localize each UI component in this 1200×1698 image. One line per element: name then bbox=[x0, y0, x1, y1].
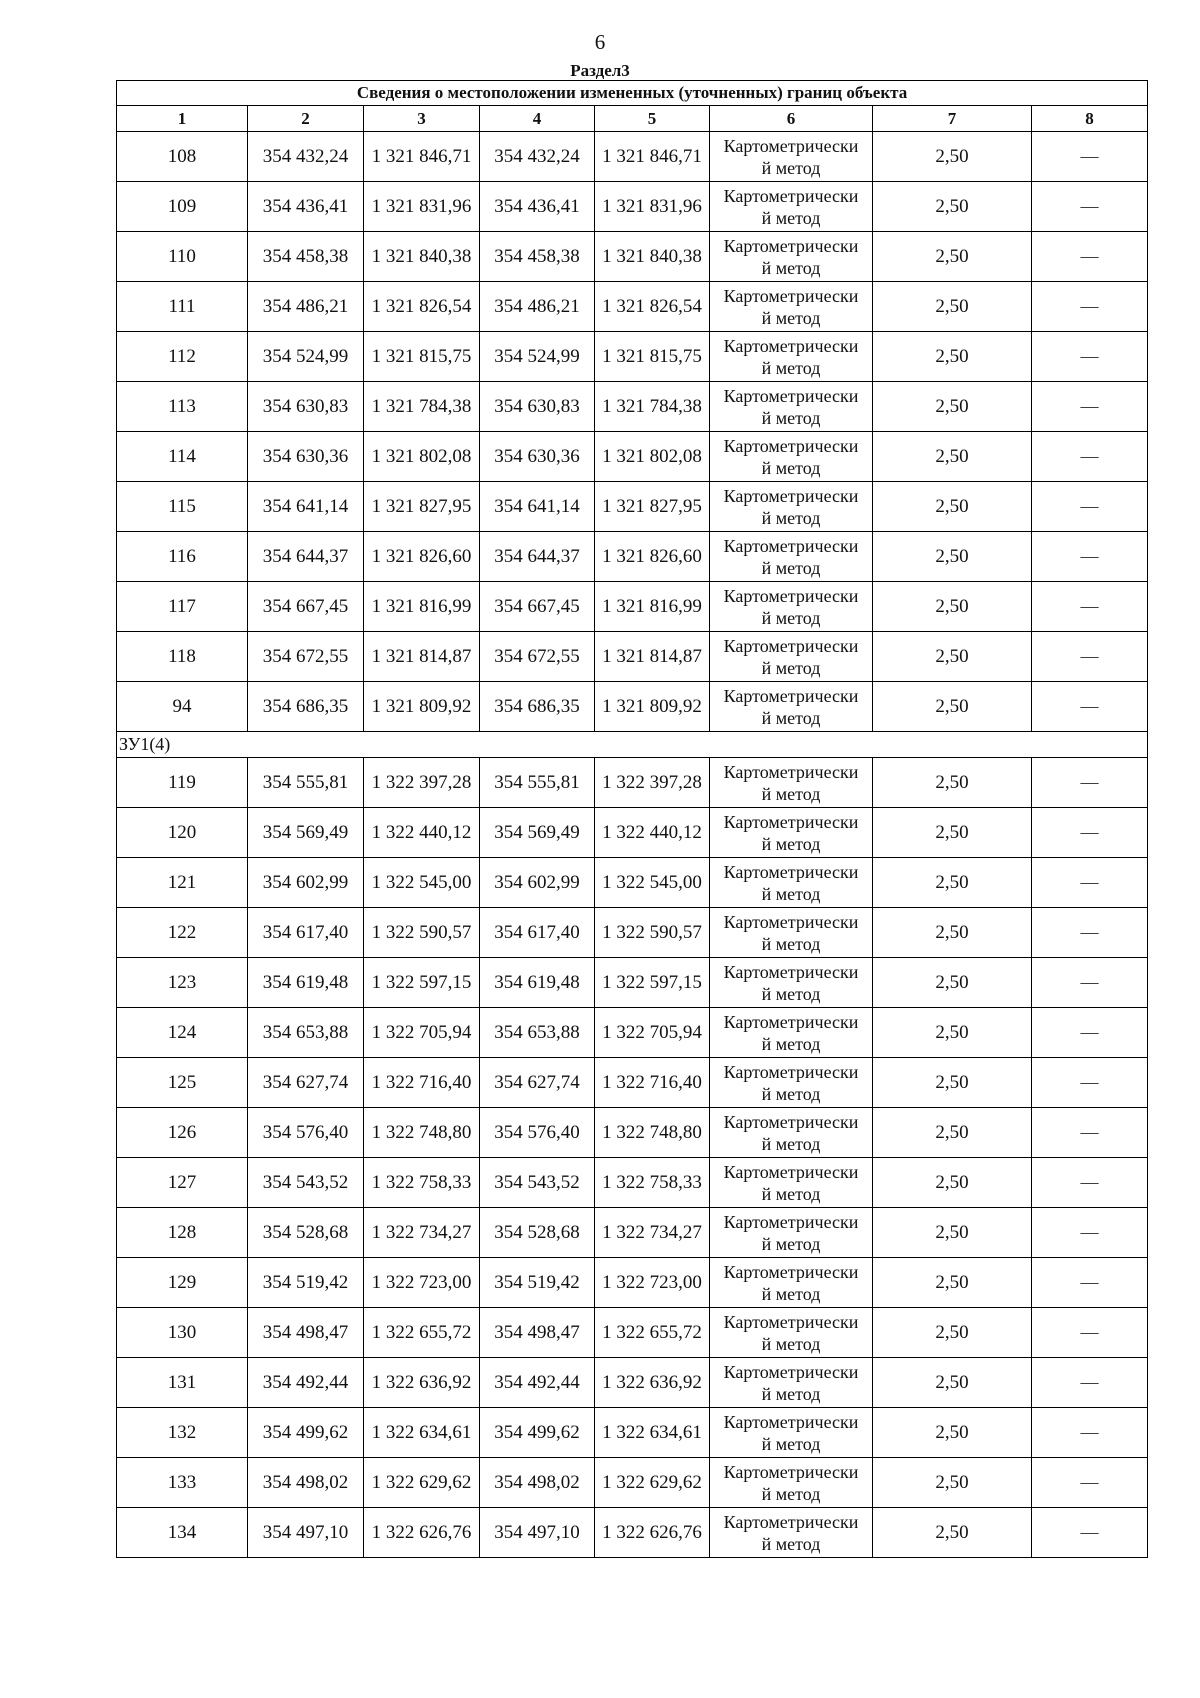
precision-cell: 2,50 bbox=[873, 1258, 1032, 1308]
existing-x-cell: 354 432,24 bbox=[248, 132, 364, 182]
precision-cell: 2,50 bbox=[873, 282, 1032, 332]
point-number-cell: 132 bbox=[117, 1408, 248, 1458]
precision-cell: 2,50 bbox=[873, 1208, 1032, 1258]
existing-y-cell: 1 321 826,54 bbox=[364, 282, 480, 332]
description-cell: — bbox=[1032, 958, 1148, 1008]
description-cell: — bbox=[1032, 332, 1148, 382]
existing-y-cell: 1 322 748,80 bbox=[364, 1108, 480, 1158]
point-number-cell: 110 bbox=[117, 232, 248, 282]
refined-y-cell: 1 322 634,61 bbox=[595, 1408, 710, 1458]
precision-cell: 2,50 bbox=[873, 858, 1032, 908]
description-cell: — bbox=[1032, 1258, 1148, 1308]
table-row bbox=[117, 632, 1148, 682]
existing-x-cell: 354 524,99 bbox=[248, 332, 364, 382]
description-cell: — bbox=[1032, 1208, 1148, 1258]
refined-y-cell: 1 322 705,94 bbox=[595, 1008, 710, 1058]
existing-y-cell: 1 321 784,38 bbox=[364, 382, 480, 432]
precision-cell: 2,50 bbox=[873, 908, 1032, 958]
refined-x-cell: 354 499,62 bbox=[480, 1408, 595, 1458]
precision-cell: 2,50 bbox=[873, 532, 1032, 582]
precision-cell: 2,50 bbox=[873, 1058, 1032, 1108]
refined-y-cell: 1 322 629,62 bbox=[595, 1458, 710, 1508]
table-row bbox=[117, 582, 1148, 632]
column-number: 1 bbox=[117, 106, 248, 132]
section-title: Раздел3 bbox=[570, 61, 630, 80]
refined-x-cell: 354 672,55 bbox=[480, 632, 595, 682]
table-row bbox=[117, 908, 1148, 958]
existing-x-cell: 354 653,88 bbox=[248, 1008, 364, 1058]
refined-x-cell: 354 641,14 bbox=[480, 482, 595, 532]
refined-x-cell: 354 619,48 bbox=[480, 958, 595, 1008]
method-cell: Картометрически й метод bbox=[710, 282, 873, 332]
existing-y-cell: 1 322 397,28 bbox=[364, 758, 480, 808]
existing-x-cell: 354 602,99 bbox=[248, 858, 364, 908]
point-number-cell: 131 bbox=[117, 1358, 248, 1408]
precision-cell: 2,50 bbox=[873, 1358, 1032, 1408]
precision-cell: 2,50 bbox=[873, 332, 1032, 382]
point-number-cell: 112 bbox=[117, 332, 248, 382]
existing-y-cell: 1 322 655,72 bbox=[364, 1308, 480, 1358]
existing-y-cell: 1 321 815,75 bbox=[364, 332, 480, 382]
existing-x-cell: 354 569,49 bbox=[248, 808, 364, 858]
existing-x-cell: 354 641,14 bbox=[248, 482, 364, 532]
description-cell: — bbox=[1032, 1408, 1148, 1458]
description-cell: — bbox=[1032, 132, 1148, 182]
description-cell: — bbox=[1032, 1008, 1148, 1058]
table-row bbox=[117, 182, 1148, 232]
method-cell: Картометрически й метод bbox=[710, 1408, 873, 1458]
refined-y-cell: 1 322 440,12 bbox=[595, 808, 710, 858]
precision-cell: 2,50 bbox=[873, 482, 1032, 532]
refined-y-cell: 1 321 816,99 bbox=[595, 582, 710, 632]
method-cell: Картометрически й метод bbox=[710, 1508, 873, 1558]
precision-cell: 2,50 bbox=[873, 1158, 1032, 1208]
method-cell: Картометрически й метод bbox=[710, 1108, 873, 1158]
table-row bbox=[117, 1158, 1148, 1208]
existing-x-cell: 354 498,47 bbox=[248, 1308, 364, 1358]
coordinates-table-wrapper bbox=[116, 80, 1147, 1558]
existing-x-cell: 354 630,36 bbox=[248, 432, 364, 482]
table-title: Сведения о местоположении измененных (уточненных) границ объекта bbox=[117, 81, 1148, 106]
refined-y-cell: 1 321 846,71 bbox=[595, 132, 710, 182]
existing-y-cell: 1 322 723,00 bbox=[364, 1258, 480, 1308]
method-cell: Картометрически й метод bbox=[710, 1358, 873, 1408]
column-number: 4 bbox=[480, 106, 595, 132]
table-row bbox=[117, 1208, 1148, 1258]
page-number: 6 bbox=[594, 30, 606, 54]
table-row bbox=[117, 1108, 1148, 1158]
table-row bbox=[117, 858, 1148, 908]
existing-x-cell: 354 672,55 bbox=[248, 632, 364, 682]
point-number-cell: 118 bbox=[117, 632, 248, 682]
refined-y-cell: 1 321 826,54 bbox=[595, 282, 710, 332]
existing-x-cell: 354 497,10 bbox=[248, 1508, 364, 1558]
method-cell: Картометрически й метод bbox=[710, 432, 873, 482]
point-number-cell: 122 bbox=[117, 908, 248, 958]
refined-x-cell: 354 630,83 bbox=[480, 382, 595, 432]
point-number-cell: 134 bbox=[117, 1508, 248, 1558]
refined-x-cell: 354 458,38 bbox=[480, 232, 595, 282]
existing-x-cell: 354 667,45 bbox=[248, 582, 364, 632]
column-number: 8 bbox=[1032, 106, 1148, 132]
existing-y-cell: 1 322 758,33 bbox=[364, 1158, 480, 1208]
existing-x-cell: 354 619,48 bbox=[248, 958, 364, 1008]
existing-y-cell: 1 321 846,71 bbox=[364, 132, 480, 182]
point-number-cell: 109 bbox=[117, 182, 248, 232]
description-cell: — bbox=[1032, 482, 1148, 532]
method-cell: Картометрически й метод bbox=[710, 532, 873, 582]
existing-x-cell: 354 458,38 bbox=[248, 232, 364, 282]
refined-x-cell: 354 432,24 bbox=[480, 132, 595, 182]
existing-y-cell: 1 322 629,62 bbox=[364, 1458, 480, 1508]
description-cell: — bbox=[1032, 1458, 1148, 1508]
precision-cell: 2,50 bbox=[873, 1458, 1032, 1508]
point-number-cell: 123 bbox=[117, 958, 248, 1008]
point-number-cell: 108 bbox=[117, 132, 248, 182]
point-number-cell: 125 bbox=[117, 1058, 248, 1108]
refined-y-cell: 1 321 831,96 bbox=[595, 182, 710, 232]
method-cell: Картометрически й метод bbox=[710, 858, 873, 908]
existing-y-cell: 1 321 831,96 bbox=[364, 182, 480, 232]
description-cell: — bbox=[1032, 232, 1148, 282]
existing-y-cell: 1 322 716,40 bbox=[364, 1058, 480, 1108]
table-row bbox=[117, 682, 1148, 732]
existing-y-cell: 1 322 597,15 bbox=[364, 958, 480, 1008]
description-cell: — bbox=[1032, 682, 1148, 732]
point-number-cell: 129 bbox=[117, 1258, 248, 1308]
method-cell: Картометрически й метод bbox=[710, 808, 873, 858]
point-number-cell: 94 bbox=[117, 682, 248, 732]
refined-y-cell: 1 322 655,72 bbox=[595, 1308, 710, 1358]
method-cell: Картометрически й метод bbox=[710, 682, 873, 732]
precision-cell: 2,50 bbox=[873, 232, 1032, 282]
point-number-cell: 127 bbox=[117, 1158, 248, 1208]
existing-y-cell: 1 321 827,95 bbox=[364, 482, 480, 532]
description-cell: — bbox=[1032, 382, 1148, 432]
refined-y-cell: 1 322 723,00 bbox=[595, 1258, 710, 1308]
precision-cell: 2,50 bbox=[873, 432, 1032, 482]
table-row bbox=[117, 758, 1148, 808]
refined-x-cell: 354 486,21 bbox=[480, 282, 595, 332]
existing-y-cell: 1 322 545,00 bbox=[364, 858, 480, 908]
point-number-cell: 111 bbox=[117, 282, 248, 332]
point-number-cell: 115 bbox=[117, 482, 248, 532]
point-number-cell: 120 bbox=[117, 808, 248, 858]
existing-x-cell: 354 630,83 bbox=[248, 382, 364, 432]
point-number-cell: 128 bbox=[117, 1208, 248, 1258]
refined-x-cell: 354 497,10 bbox=[480, 1508, 595, 1558]
description-cell: — bbox=[1032, 1308, 1148, 1358]
table-row bbox=[117, 432, 1148, 482]
precision-cell: 2,50 bbox=[873, 958, 1032, 1008]
refined-x-cell: 354 686,35 bbox=[480, 682, 595, 732]
precision-cell: 2,50 bbox=[873, 808, 1032, 858]
refined-x-cell: 354 498,02 bbox=[480, 1458, 595, 1508]
precision-cell: 2,50 bbox=[873, 1508, 1032, 1558]
table-row bbox=[117, 1408, 1148, 1458]
refined-y-cell: 1 322 626,76 bbox=[595, 1508, 710, 1558]
refined-y-cell: 1 322 758,33 bbox=[595, 1158, 710, 1208]
existing-x-cell: 354 519,42 bbox=[248, 1258, 364, 1308]
method-cell: Картометрически й метод bbox=[710, 908, 873, 958]
refined-x-cell: 354 528,68 bbox=[480, 1208, 595, 1258]
table-row bbox=[117, 1458, 1148, 1508]
method-cell: Картометрически й метод bbox=[710, 1458, 873, 1508]
table-row bbox=[117, 1058, 1148, 1108]
refined-y-cell: 1 322 734,27 bbox=[595, 1208, 710, 1258]
precision-cell: 2,50 bbox=[873, 382, 1032, 432]
method-cell: Картометрически й метод bbox=[710, 758, 873, 808]
method-cell: Картометрически й метод bbox=[710, 1208, 873, 1258]
description-cell: — bbox=[1032, 1058, 1148, 1108]
precision-cell: 2,50 bbox=[873, 182, 1032, 232]
refined-y-cell: 1 322 397,28 bbox=[595, 758, 710, 808]
refined-y-cell: 1 321 814,87 bbox=[595, 632, 710, 682]
table-title-row bbox=[117, 81, 1148, 106]
column-number: 5 bbox=[595, 106, 710, 132]
existing-x-cell: 354 486,21 bbox=[248, 282, 364, 332]
column-number: 7 bbox=[873, 106, 1032, 132]
table-row bbox=[117, 532, 1148, 582]
description-cell: — bbox=[1032, 432, 1148, 482]
description-cell: — bbox=[1032, 1158, 1148, 1208]
existing-x-cell: 354 528,68 bbox=[248, 1208, 364, 1258]
column-number: 3 bbox=[364, 106, 480, 132]
existing-y-cell: 1 322 590,57 bbox=[364, 908, 480, 958]
table-row bbox=[117, 332, 1148, 382]
refined-x-cell: 354 602,99 bbox=[480, 858, 595, 908]
point-number-cell: 124 bbox=[117, 1008, 248, 1058]
description-cell: — bbox=[1032, 808, 1148, 858]
refined-x-cell: 354 543,52 bbox=[480, 1158, 595, 1208]
method-cell: Картометрически й метод bbox=[710, 182, 873, 232]
table-row bbox=[117, 132, 1148, 182]
existing-x-cell: 354 436,41 bbox=[248, 182, 364, 232]
precision-cell: 2,50 bbox=[873, 132, 1032, 182]
refined-x-cell: 354 644,37 bbox=[480, 532, 595, 582]
table-row bbox=[117, 1358, 1148, 1408]
existing-x-cell: 354 499,62 bbox=[248, 1408, 364, 1458]
precision-cell: 2,50 bbox=[873, 682, 1032, 732]
refined-x-cell: 354 519,42 bbox=[480, 1258, 595, 1308]
point-number-cell: 117 bbox=[117, 582, 248, 632]
refined-x-cell: 354 492,44 bbox=[480, 1358, 595, 1408]
existing-y-cell: 1 321 826,60 bbox=[364, 532, 480, 582]
existing-y-cell: 1 322 636,92 bbox=[364, 1358, 480, 1408]
method-cell: Картометрически й метод bbox=[710, 232, 873, 282]
method-cell: Картометрически й метод bbox=[710, 1008, 873, 1058]
method-cell: Картометрически й метод bbox=[710, 1158, 873, 1208]
existing-y-cell: 1 322 734,27 bbox=[364, 1208, 480, 1258]
description-cell: — bbox=[1032, 908, 1148, 958]
table-row bbox=[117, 1008, 1148, 1058]
refined-y-cell: 1 321 827,95 bbox=[595, 482, 710, 532]
refined-y-cell: 1 321 802,08 bbox=[595, 432, 710, 482]
description-cell: — bbox=[1032, 758, 1148, 808]
table-row bbox=[117, 482, 1148, 532]
method-cell: Картометрически й метод bbox=[710, 1258, 873, 1308]
group-label: ЗУ1(4) bbox=[117, 732, 1148, 758]
existing-x-cell: 354 644,37 bbox=[248, 532, 364, 582]
column-number: 2 bbox=[248, 106, 364, 132]
precision-cell: 2,50 bbox=[873, 1308, 1032, 1358]
refined-y-cell: 1 321 826,60 bbox=[595, 532, 710, 582]
point-number-cell: 113 bbox=[117, 382, 248, 432]
coordinates-table bbox=[116, 80, 1148, 1558]
point-number-cell: 133 bbox=[117, 1458, 248, 1508]
group-header-row bbox=[117, 732, 1148, 758]
column-number: 6 bbox=[710, 106, 873, 132]
existing-x-cell: 354 576,40 bbox=[248, 1108, 364, 1158]
refined-x-cell: 354 524,99 bbox=[480, 332, 595, 382]
precision-cell: 2,50 bbox=[873, 758, 1032, 808]
existing-y-cell: 1 321 840,38 bbox=[364, 232, 480, 282]
point-number-cell: 119 bbox=[117, 758, 248, 808]
precision-cell: 2,50 bbox=[873, 1108, 1032, 1158]
description-cell: — bbox=[1032, 632, 1148, 682]
refined-x-cell: 354 569,49 bbox=[480, 808, 595, 858]
method-cell: Картометрически й метод bbox=[710, 632, 873, 682]
existing-x-cell: 354 543,52 bbox=[248, 1158, 364, 1208]
method-cell: Картометрически й метод bbox=[710, 958, 873, 1008]
point-number-cell: 126 bbox=[117, 1108, 248, 1158]
existing-y-cell: 1 322 705,94 bbox=[364, 1008, 480, 1058]
refined-x-cell: 354 555,81 bbox=[480, 758, 595, 808]
refined-x-cell: 354 436,41 bbox=[480, 182, 595, 232]
table-row bbox=[117, 958, 1148, 1008]
refined-y-cell: 1 321 815,75 bbox=[595, 332, 710, 382]
method-cell: Картометрически й метод bbox=[710, 1308, 873, 1358]
precision-cell: 2,50 bbox=[873, 1008, 1032, 1058]
refined-x-cell: 354 630,36 bbox=[480, 432, 595, 482]
refined-x-cell: 354 498,47 bbox=[480, 1308, 595, 1358]
table-row bbox=[117, 1308, 1148, 1358]
method-cell: Картометрически й метод bbox=[710, 132, 873, 182]
refined-y-cell: 1 322 545,00 bbox=[595, 858, 710, 908]
table-row bbox=[117, 808, 1148, 858]
refined-y-cell: 1 322 636,92 bbox=[595, 1358, 710, 1408]
existing-y-cell: 1 321 816,99 bbox=[364, 582, 480, 632]
method-cell: Картометрически й метод bbox=[710, 582, 873, 632]
description-cell: — bbox=[1032, 182, 1148, 232]
refined-y-cell: 1 322 597,15 bbox=[595, 958, 710, 1008]
description-cell: — bbox=[1032, 1108, 1148, 1158]
description-cell: — bbox=[1032, 1508, 1148, 1558]
existing-x-cell: 354 627,74 bbox=[248, 1058, 364, 1108]
existing-x-cell: 354 686,35 bbox=[248, 682, 364, 732]
method-cell: Картометрически й метод bbox=[710, 1058, 873, 1108]
refined-x-cell: 354 667,45 bbox=[480, 582, 595, 632]
column-number-row bbox=[117, 106, 1148, 132]
point-number-cell: 116 bbox=[117, 532, 248, 582]
refined-y-cell: 1 322 716,40 bbox=[595, 1058, 710, 1108]
existing-y-cell: 1 322 634,61 bbox=[364, 1408, 480, 1458]
method-cell: Картометрически й метод bbox=[710, 482, 873, 532]
table-row bbox=[117, 1508, 1148, 1558]
table-row bbox=[117, 282, 1148, 332]
precision-cell: 2,50 bbox=[873, 1408, 1032, 1458]
existing-x-cell: 354 492,44 bbox=[248, 1358, 364, 1408]
refined-x-cell: 354 617,40 bbox=[480, 908, 595, 958]
refined-y-cell: 1 321 784,38 bbox=[595, 382, 710, 432]
table-row bbox=[117, 232, 1148, 282]
table-row bbox=[117, 382, 1148, 432]
description-cell: — bbox=[1032, 282, 1148, 332]
point-number-cell: 121 bbox=[117, 858, 248, 908]
point-number-cell: 130 bbox=[117, 1308, 248, 1358]
existing-y-cell: 1 322 626,76 bbox=[364, 1508, 480, 1558]
description-cell: — bbox=[1032, 532, 1148, 582]
existing-y-cell: 1 321 809,92 bbox=[364, 682, 480, 732]
existing-y-cell: 1 321 802,08 bbox=[364, 432, 480, 482]
refined-x-cell: 354 653,88 bbox=[480, 1008, 595, 1058]
existing-y-cell: 1 321 814,87 bbox=[364, 632, 480, 682]
existing-x-cell: 354 555,81 bbox=[248, 758, 364, 808]
table-row bbox=[117, 1258, 1148, 1308]
method-cell: Картометрически й метод bbox=[710, 382, 873, 432]
precision-cell: 2,50 bbox=[873, 582, 1032, 632]
existing-x-cell: 354 498,02 bbox=[248, 1458, 364, 1508]
refined-y-cell: 1 321 809,92 bbox=[595, 682, 710, 732]
refined-x-cell: 354 627,74 bbox=[480, 1058, 595, 1108]
refined-y-cell: 1 321 840,38 bbox=[595, 232, 710, 282]
refined-y-cell: 1 322 590,57 bbox=[595, 908, 710, 958]
description-cell: — bbox=[1032, 582, 1148, 632]
method-cell: Картометрически й метод bbox=[710, 332, 873, 382]
refined-y-cell: 1 322 748,80 bbox=[595, 1108, 710, 1158]
refined-x-cell: 354 576,40 bbox=[480, 1108, 595, 1158]
existing-x-cell: 354 617,40 bbox=[248, 908, 364, 958]
existing-y-cell: 1 322 440,12 bbox=[364, 808, 480, 858]
point-number-cell: 114 bbox=[117, 432, 248, 482]
description-cell: — bbox=[1032, 1358, 1148, 1408]
precision-cell: 2,50 bbox=[873, 632, 1032, 682]
description-cell: — bbox=[1032, 858, 1148, 908]
